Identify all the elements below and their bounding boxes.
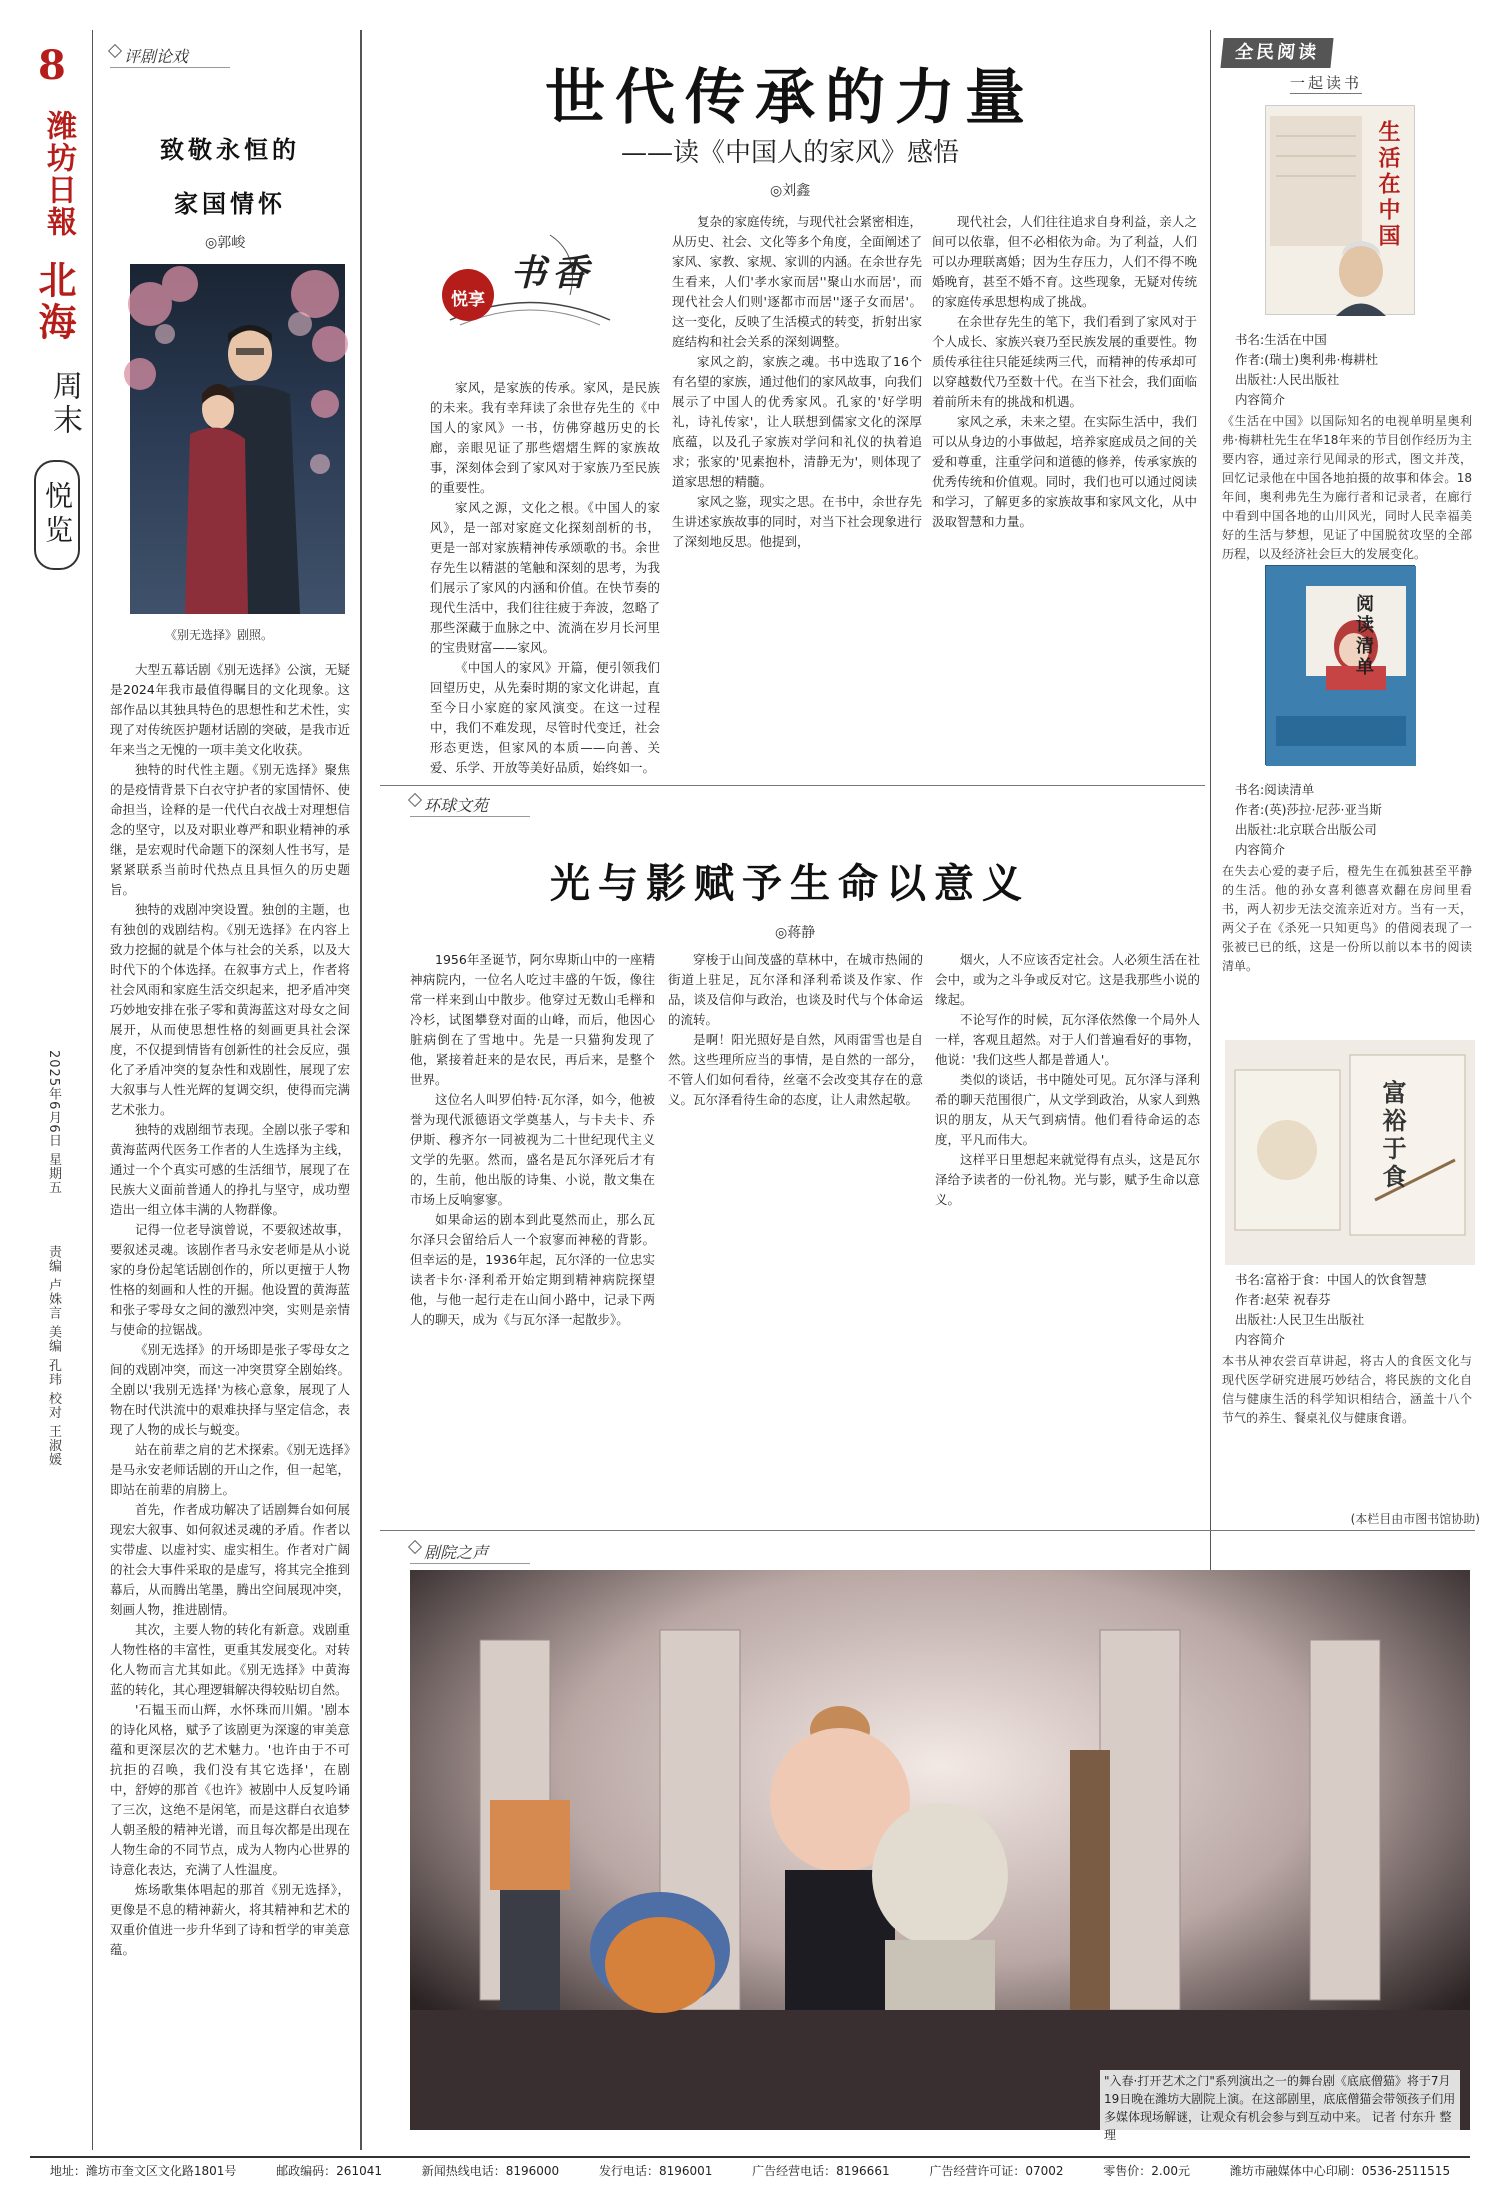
book-cover-title: 阅读清单 [1353, 594, 1374, 678]
masthead [30, 30, 86, 2150]
paragraph: 1956年圣诞节，阿尔卑斯山中的一座精神病院内，一位名人吃过丰盛的午饭，像往常一样来到山中散步。他穿过无数山毛榉和冷杉，试图攀登对面的山峰，而后，他因心脏病倒在了雪地中。先是一只猫狗发现了他，紧接着赶来的是农民，再后来，是整个世界。 [410, 952, 655, 1087]
book-cover [1265, 565, 1415, 765]
center-article-col3 [932, 212, 1197, 772]
paragraph: 炼场歌集体唱起的那首《别无选择》，更像是不息的精神薪火，将其精神和艺术的双重价值进一步升华到了诗和哲学的审美意蕴。 [110, 1882, 350, 1957]
book-summary: 《生活在中国》以国际知名的电视单明星奥利弗·梅耕杜先生在华18年来的节目创作经历为主要内容，通过亲行见闻录的形式，图文并茂，回忆记录他在中国各地拍摄的故事和体会。18年间，奥利弗先生为廊行者和记录者，在廊行中看到中国各地的山川风光，同时人民幸福美好的生活与梦想，见证了中国脱贫攻坚的全部历程，以及经济社会巨大的发展变化。 [1222, 414, 1472, 561]
left-article-title-line1: 致敬永恒的 [160, 135, 300, 164]
paragraph: 穿梭于山间茂盛的草林中，在城市热闹的街道上驻足，瓦尔泽和泽利希谈及作家、作品，谈及信仰与政治，也谈及时代与个体命运的流转。 [668, 952, 923, 1027]
play-still-photo [130, 264, 345, 614]
footer-printer: 潍坊市融媒体中心印刷：0536-2511515 [1229, 2163, 1451, 2178]
book-title: 书名:阅读清单 [1235, 782, 1315, 797]
center-article-subtitle: ——读《中国人的家风》感悟 [620, 138, 959, 168]
left-article-title-line2: 家国情怀 [174, 189, 286, 218]
book-info [1235, 1270, 1475, 1350]
paragraph: 其次，主要人物的转化有新意。戏剧重人物性格的丰富性，更重其发展变化。对转化人物而言尤其如此。《别无选择》中黄海蓝的转化，其心理逻辑解决得较贴切自然。 [110, 1622, 350, 1697]
paragraph: 首先，作者成功解决了话剧舞台如何展现宏大叙事、如何叙述灵魂的矛盾。作者以实带虚、以虚衬实、虚实相生。作者对广阔的社会大事件采取的是虚写，将其完全推到幕后，从而腾出笔墨，腾出空间展现冲突，刻画人物，推进剧情。 [110, 1502, 350, 1617]
middle-article-col2 [668, 950, 923, 1525]
column-divider [92, 30, 93, 2150]
paragraph: 如果命运的剧本到此戛然而止，那么瓦尔泽只会留给后人一个寂寥而神秘的背影。但幸运的是，1936年起，瓦尔泽的一位忠实读者卡尔·泽利希开始定期到精神病院探望他，与他一起行走在山间小路中，记录下两人的聊天，成为《与瓦尔泽一起散步》。 [410, 1212, 655, 1327]
column-note: (本栏目由市图书馆协助) [1350, 1512, 1480, 1526]
book-author: 作者:(瑞士)奥利弗·梅耕杜 [1235, 352, 1378, 367]
paragraph: 烟火，人不应该否定社会。人必须生活在社会中，或为之斗争或反对它。这是我那些小说的缘起。 [935, 952, 1200, 1007]
paragraph: 大型五幕话剧《别无选择》公演，无疑是2024年我市最值得瞩目的文化现象。这部作品以其独具特色的思想性和艺术性，实现了对传统医护题材话剧的突破，是我市近年来当之无愧的一项丰美文化收获。 [110, 662, 350, 757]
photo-caption: 《别无选择》剧照。 [165, 628, 274, 642]
paragraph: 独特的时代性主题。《别无选择》聚焦的是疫情背景下白衣守护者的家国情怀、使命担当，诠释的是一代代白衣战士对理想信念的坚守，以及对职业尊严和职业精神的承继，是宏观时代命题下的深刻人性书写，是紧紧联系当前时代热点且具恒久的历史题旨。 [110, 762, 350, 897]
book-summary-label: 内容简介 [1235, 842, 1286, 857]
logo-text-books: 书香 [510, 252, 595, 294]
weekend-subtitle: 周末 [47, 370, 82, 438]
footer-bar [30, 2156, 1470, 2182]
paragraph: 这位名人叫罗伯特·瓦尔泽，如今，他被誉为现代派德语文学奠基人，与卡夫卡、乔伊斯、穆齐尔一同被视为二十世纪现代主义文学的先驱。然而，盛名是瓦尔泽死后才有的，生前，他出版的诗集、小说，散文集在市场上反响寥寥。 [410, 1092, 655, 1207]
column-divider [360, 30, 362, 2150]
paragraph: 复杂的家庭传统，与现代社会紧密相连，从历史、社会、文化等多个角度，全面阐述了家风、家教、家规、家训的内涵。在余世存先生看来，人们'孝水家而居''聚山水而居'，而现代社会人们则'逐都市而居''逐子女而居'。这一变化，反映了生活模式的转变，折射出家庭结构和社会关系的深刻调整。 [672, 214, 923, 349]
paper-name: 潍坊日報 [41, 110, 76, 238]
book-summary: 在失去心爱的妻子后，橙先生在孤独甚至平静的生活。他的孙女喜利德喜欢翻在房间里看书，两人初步无法交流亲近对方。当有一天，两父子在《杀死一只知更鸟》的借阅表现了一张被已已的纸，这是一份所以前以本书的阅读清单。 [1222, 864, 1472, 973]
paragraph: 现代社会，人们往往追求自身利益，亲人之间可以依靠，但不必相依为命。为了利益，人们可以办理联离婚；因为生存压力，人们不得不晚婚晚育，甚至不婚不育。这些现象，无疑对传统的家庭传承思想构成了挑战。 [932, 214, 1197, 309]
stage-photo [410, 1570, 1470, 2130]
issue-date: 2025年6月6日 星期五 [46, 1050, 61, 1195]
book-cover-title: 富裕于食 [1378, 1080, 1407, 1192]
book-cover [1265, 105, 1415, 315]
paragraph: 《中国人的家风》开篇，便引领我们回望历史，从先秦时期的家文化讲起，直至今日小家庭的家风演变。在这一过程中，我们不难发现，尽管时代变迁，社会形态更迭，但家风的本质——向善、关爱、乐学、开放等美好品质，始终如一。 [430, 660, 660, 775]
paragraph: 这样平日里想起来就觉得有点头，这是瓦尔泽给予读者的一份礼物。光与影，赋予生命以意义。 [935, 1152, 1200, 1207]
section-divider [380, 785, 1205, 786]
book-title: 书名:生活在中国 [1235, 332, 1327, 347]
paragraph: 是啊！阳光照好是自然，风雨雷雪也是自然。这些理所应当的事情，是自然的一部分，不管人们如何看待，丝毫不会改变其存在的意义。瓦尔泽看待生命的态度，让人肃然起敬。 [668, 1032, 923, 1107]
footer-ad-phone: 广告经营电话：8196661 [752, 2163, 890, 2178]
paragraph: 独特的戏剧冲突设置。独创的主题，也有独创的戏剧结构。《别无选择》在内容上致力挖掘的就是个体与社会的关系，以及大时代下的个体选择。在叙事方式上，作者将社会风雨和家庭生活交织起来，把矛盾冲突巧妙地安排在张子零和黄海蓝这对母女之间展开，从而使思想性格的刻画更具社会深度，不仅提到情皆有创新性的社会反应，强化了矛盾冲突的复杂性和戏剧性，展现了宏大叙事与人性光辉的复调交织，使得而完满艺术张力。 [110, 902, 350, 1117]
column-divider [1210, 30, 1211, 1580]
paragraph: 独特的戏剧细节表现。全剧以张子零和黄海蓝两代医务工作者的人生选择为主线，通过一个个真实可感的生活细节，展现了在民族大义面前普通人的挣扎与坚守，成功塑造出一组立体丰满的人物群像。 [110, 1122, 350, 1217]
weekend-title: 北海 [32, 260, 77, 344]
reading-logo [430, 225, 630, 345]
paragraph: 家风之韵，家族之魂。书中选取了16个有名望的家族，通过他们的家风故事，向我们展示了中国人的优秀家风。孔家的'好学明礼，诗礼传家'，让人联想到儒家文化的深厚底蕴，以及孔子家族对学问和礼仪的执着追求；张家的'见素抱朴，清静无为'，则体现了道家思想的精髓。 [672, 354, 923, 489]
section-badge: 悦览 [34, 460, 80, 570]
book-summary: 本书从神农尝百草讲起，将古人的食医文化与现代医学研究进展巧妙结合，将民族的文化自信与健康生活的科学知识相结合，涵盖十八个节气的养生、餐桌礼仪与健康食谱。 [1222, 1354, 1472, 1425]
paragraph: 家风之源，文化之根。《中国人的家风》，是一部对家庭文化探刻剖析的书，更是一部对家族精神传承颂歌的书。余世存先生以精湛的笔触和深刻的思考，为我们展示了家风的内涵和价值。在快节奏的现代生活中，我们往往疲于奔波，忽略了那些深藏于血脉之中、流淌在岁月长河里的宝贵财富——家风。 [430, 500, 660, 655]
paragraph: '石韫玉而山辉，水怀珠而川媚。'剧本的诗化风格，赋予了该剧更为深邃的审美意蕴和更深层次的艺术魅力。'也许由于不可抗拒的召唤，我们没有其它选择'，在剧中，舒婷的那首《也许》被剧中人反复吟诵了三次，这绝不是闲笔，而是这群白衣追梦人朝圣般的精神光谱，而且每次都是出现在人物生命的不同节点，成为人物内心世界的诗意化表达，充满了人性温度。 [110, 1702, 350, 1877]
middle-article-col3 [935, 950, 1200, 1525]
center-article-title: 世代传承的力量 [545, 63, 1035, 133]
book-author: 作者:赵荣 祝春芬 [1235, 1292, 1331, 1307]
footer-postcode: 邮政编码：261041 [276, 2163, 382, 2178]
book-info [1235, 330, 1475, 410]
center-article-byline: ◎刘鑫 [770, 183, 811, 199]
footer-news-hotline: 新闻热线电话：8196000 [421, 2163, 560, 2178]
column-tag-global: 环球文苑 [410, 793, 530, 817]
paragraph: 不论写作的时候，瓦尔泽依然像一个局外人一样，客观且超然。对于人们普遍看好的事物，他说：'我们这些人都是普通人'。 [935, 1012, 1200, 1067]
book-summary-label: 内容简介 [1235, 1332, 1286, 1347]
paragraph: 类似的谈话，书中随处可见。瓦尔泽与泽利希的聊天范围很广，从文学到政治，从家人到熟识的朋友，从天气到病情。他们看待命运的态度，平凡而伟大。 [935, 1072, 1200, 1147]
book-publisher: 出版社:北京联合出版公司 [1235, 822, 1377, 837]
paragraph: 在余世存先生的笔下，我们看到了家风对于个人成长、家族兴衰乃至民族发展的重要性。物质传承往往只能延续两三代，而精神的传承却可以穿越数代乃至数十代。在当下社会，我们面临着前所未有的挑战和机遇。 [932, 314, 1197, 409]
book-summary-label: 内容简介 [1235, 392, 1286, 407]
book-publisher: 出版社:人民出版社 [1235, 372, 1340, 387]
middle-article-col1 [410, 950, 655, 1525]
footer-ad-license: 广告经营许可证：07002 [929, 2163, 1064, 2178]
left-article-body [110, 660, 350, 2150]
book-info [1235, 780, 1475, 860]
center-article-col1 [430, 378, 660, 773]
middle-article-title: 光与影赋予生命以意义 [550, 860, 1030, 907]
book-author: 作者:(英)莎拉·尼莎·亚当斯 [1235, 802, 1382, 817]
paragraph: 《别无选择》的开场即是张子零母女之间的戏剧冲突，而这一冲突贯穿全剧始终。全剧以'我别无选择'为核心意象，展现了人物在时代洪流中的艰难抉择与坚定信念，表现了人物的成长与蜕变。 [110, 1342, 350, 1437]
left-article-byline: ◎郭峻 [205, 235, 246, 251]
paragraph: 家风之鉴，现实之思。在书中，余世存先生讲述家族故事的同时，对当下社会现象进行了深刻地反思。他提到， [672, 494, 923, 549]
paragraph: 站在前辈之肩的艺术探索。《别无选择》是马永安老师话剧的开山之作，但一起笔，即站在前辈的肩膀上。 [110, 1442, 350, 1497]
stage-photo-caption: "入春·打开艺术之门"系列演出之一的舞台剧《底底僧猫》将于7月19日晚在潍坊大剧院上演。在这部剧里，底底僧猫会带领孩子们用多媒体现场解谜，让观众有机会参与到互动中来。 记者 付东升 整理 [1100, 2070, 1460, 2146]
book-publisher: 出版社:人民卫生出版社 [1235, 1312, 1365, 1327]
editor-credits: 责编 卢姝言 美编 孔玮 校对 王淑媛 [46, 1245, 61, 1467]
column-tag-theater: 剧院之声 [410, 1540, 530, 1564]
footer-distribution-phone: 发行电话：8196001 [598, 2163, 713, 2178]
footer-price: 零售价：2.00元 [1103, 2163, 1191, 2178]
page-number: 8 [38, 42, 66, 89]
paragraph: 记得一位老导演曾说，不要叙述故事，要叙述灵魂。该剧作者马永安老师是从小说家的身份起笔话剧创作的，所以更擅于人物性格的刻画和人性的开掘。他设置的黄海蓝和张子零母女之间的激烈冲突，实则是亲情与使命的拉锯战。 [110, 1222, 350, 1337]
center-article-col2 [672, 212, 922, 772]
column-tag-reading: 全民阅读 [1220, 38, 1333, 68]
column-tag-review: 评剧论戏 [110, 44, 230, 68]
middle-article-byline: ◎蒋静 [775, 925, 816, 941]
column-tag-read-together: 一起读书 [1290, 74, 1363, 92]
logo-text-enjoy: 悦享 [451, 290, 485, 310]
section-divider [380, 1530, 1475, 1531]
paragraph: 家风之承，未来之望。在实际生活中，我们可以从身边的小事做起，培养家庭成员之间的关爱和尊重，注重学问和道德的修养，传承家族的优秀传统和价值观。同时，我们也可以通过阅读和学习，了解更多的家族故事和家风文化，从中汲取智慧和力量。 [932, 414, 1197, 529]
book-title: 书名:富裕于食：中国人的饮食智慧 [1235, 1272, 1427, 1287]
book-cover-title: 生活在中国 [1375, 120, 1401, 250]
footer-address: 地址：潍坊市奎文区文化路1801号 [49, 2163, 237, 2178]
paragraph: 家风，是家族的传承。家风，是民族的未来。我有幸拜读了余世存先生的《中国人的家风》一书，仿佛穿越历史的长廊，亲眼见证了那些熠熠生辉的家族故事，深刻体会到了家风对于家族乃至民族的重要性。 [430, 380, 660, 495]
book-covers-pair [1225, 1040, 1475, 1265]
